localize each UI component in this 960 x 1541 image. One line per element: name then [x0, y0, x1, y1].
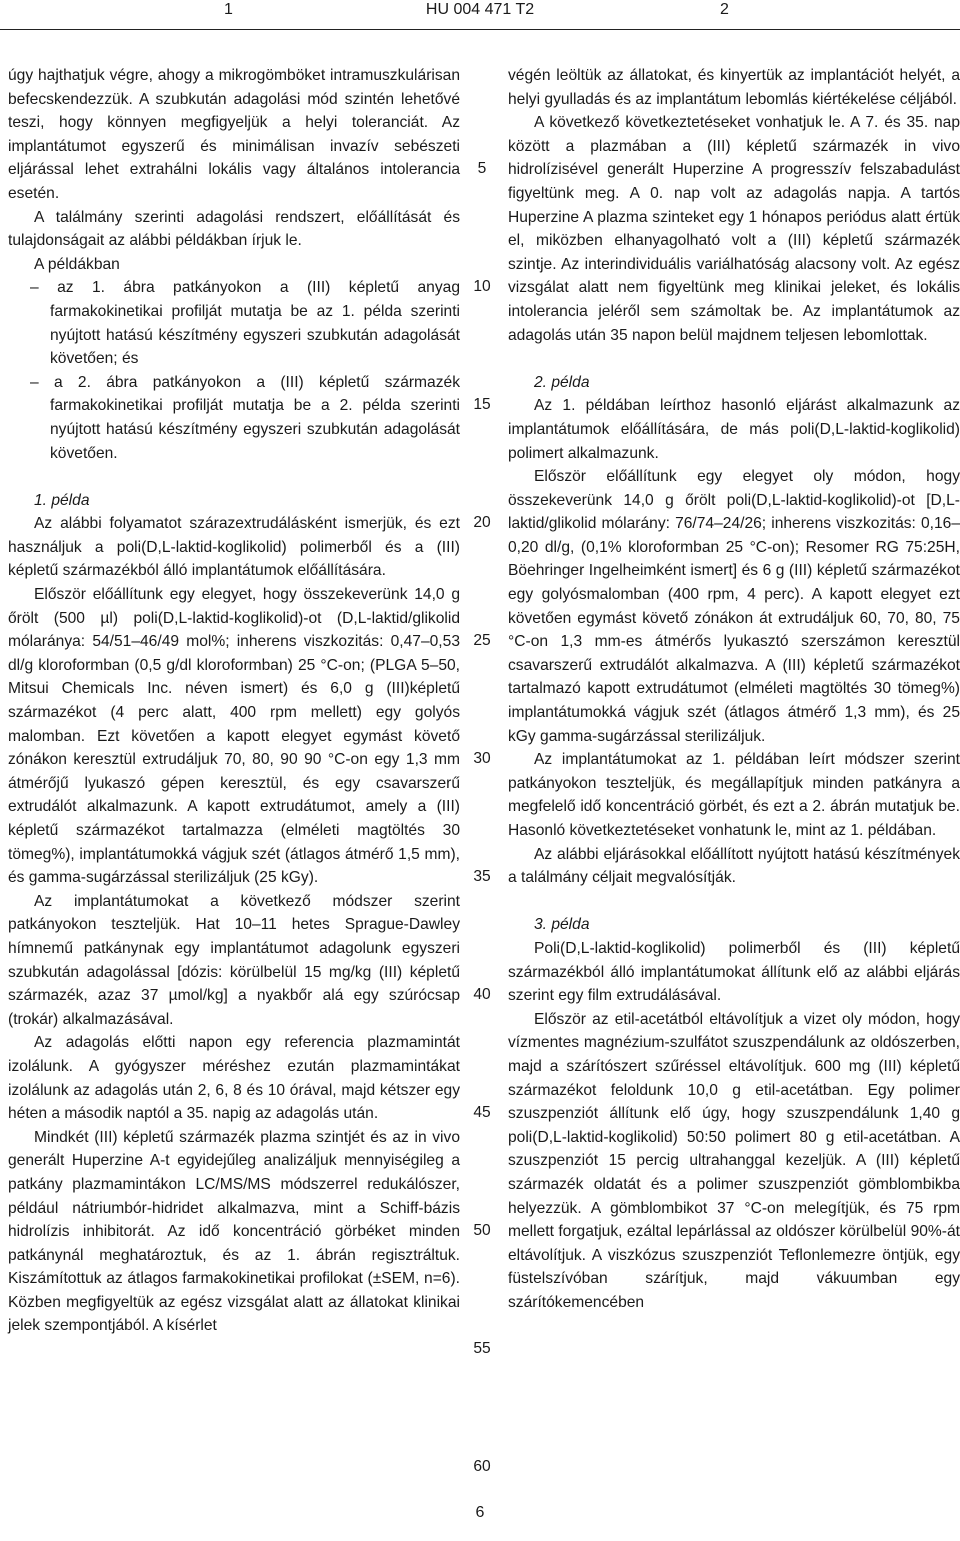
paragraph: Először az etil-acetátból eltávolítjuk a vizet oly módon, hogy vízmentes magnézium-szulfátot szuszpendálunk az oldószerben, majd a szárítószert szűréssel eltávolítjuk. 600 mg (III) képletű származékot feloldunk 10,0 g etil-acetátban. Egy polimer szuszpenziót állítunk elő úgy, hogy szuszpendálunk 1,40 g poli(D,L-laktid-koglikolid) 50:50 polimert 80 g etil-acetátban. A szuszpenziót 15 percig ultrahanggal kezeljük. A (III) képletű származék oldatát és a polimer szuszpenziót gömblombikba helyezzük. A gömblombikot 37 °C-on melegítjük, és 75 rpm mellett forgatjuk, ezáltal lepárlással az oldószer körülbelül 90%-át eltávolítjuk. A viszkózus szuszpenziót Teflonlemezre öntjük, egy füstelszívóban szárítjuk, majd vákuumban egy szárítókemencében	[508, 1010, 960, 1311]
line-number: 50	[473, 1222, 491, 1239]
example-3-heading: 3. példa	[534, 916, 590, 934]
figure-list-item-2: – a 2. ábra patkányokon a (III) képletű származék farmakokinetikai profilját mutatja be a 2. példa szerinti nyújtott hatású készítmény egyszeri szubkután adagolását követően.	[30, 373, 460, 462]
paragraph: Az implantátumokat az 1. példában leírt módszer szerint patkányokon teszteljük, és megállapítjuk minden patkányra a megfelelő idő koncentráció görbét, és ezt a 2. ábrán mutatjuk be. Hasonló következtetéseket vonhatunk le, mint az 1. példában.	[508, 751, 960, 839]
line-number: 45	[473, 1104, 491, 1121]
line-number: 55	[473, 1340, 491, 1357]
paragraph: Az adagolás előtti napon egy referencia plazmamintát izolálunk. A gyógyszer méréshez ezután plazmamintákat izolálunk az adagolás után 2, 6, 8 és 10 órával, majd kétszer egy héten a második naptól a 35. napig az adagolás után.	[8, 1034, 460, 1123]
figure-list-intro: A példákban	[34, 255, 120, 273]
header-rule	[0, 29, 960, 30]
paragraph: Először előállítunk egy elegyet oly módon, hogy összekeverünk 14,0 g őrölt poli(D,L-laktid-koglikolid)-ot [D,L-laktid/glikolid mólarány: 76/74–24/26; inherens viszkozitás: 0,16–0,20 dl/g, (0,1% kloroformban 25 °C-on); Resomer RG 75:25H, Böehringer Ingelheimként ismert] és 6 g (III) képletű származékot egy golyósmalomban (400 rpm, 4 perc). A kapott elegyet ezt követően egymást követő zónákon át extrudáljuk 60, 70, 80, 75 °C-on 1,3 mm-es átmérős lyukasztó szerszámon keresztül csavarszerű extrudálót alkalmazva. A (III) képletű származékot tartalmazó kapott extrudátumot (elméleti magtöltés 30 tömeg%) implantátumokká vágjuk szét (átlagos átmérő 1,3 mm), és 25 kGy gamma-sugárzással sterilizáljuk.	[508, 468, 960, 745]
page-header	[0, 0, 960, 34]
example-2-heading: 2. példa	[534, 373, 590, 391]
line-number: 60	[473, 1458, 491, 1475]
paragraph: A következő következtetéseket vonhatjuk le. A 7. és 35. nap között a plazmában a (III) képletű származék in vivo hidrolízisével generált Huperzine A progresszív felszabadulást figyeltünk meg. A 0. nap volt az adagolás napja. A tartós Huperzine A plazma szinteket egy 1 hónapos periódus alatt értük el, miközben elhanyagolható volt a (III) képletű származék szintje. Az interindividuális variálhatóság alacsony volt. Az egész vizsgálat alatt nem figyeltünk meg klinikai jeleket, és lokális intolerancia jeléről sem számoltak be. Az implantátumok az adagolás után 35 napon belül majdnem teljesen lebomlottak.	[508, 114, 960, 344]
line-number: 5	[477, 160, 487, 177]
paragraph: A találmány szerinti adagolási rendszert, előállítását és tulajdonságait az alábbi példákban írjuk le.	[8, 208, 460, 250]
line-number: 20	[473, 514, 491, 531]
line-number: 25	[473, 632, 491, 649]
right-column	[508, 64, 960, 1314]
header-left-page-number: 1	[224, 1, 233, 18]
paragraph: Az implantátumokat a következő módszer szerint patkányokon teszteljük. Hat 10–11 hetes Sprague-Dawley hímnemű patkánynak egy implantátumot adagolunk egyszeri szubkután adagolással [dózis: körülbelül 15 mg/kg (III) képletű származék, azaz 37 µmol/kg] a nyakbőr alá egy szúrócsap (trokár) alkalmazásával.	[8, 892, 460, 1028]
paragraph: Az alábbi folyamatot szárazextrudálásként ismerjük, és ezt használjuk a poli(D,L-laktid-koglikolid) polimerből és a (III) képletű származékból álló implantátumok előállítására.	[8, 515, 460, 580]
line-number: 15	[473, 396, 491, 413]
line-number: 30	[473, 750, 491, 767]
paragraph: úgy hajthatjuk végre, ahogy a mikrogömböket intramuszkulárisan befecskendezzük. A szubkután adagolási mód szintén lehetővé teszi, hogy könnyen megfigyeljük a helyi toleranciát. Az implantátumot egyszerű és minimálisan invazív sebészeti eljárással lehet extrahálni lokális vagy általános intolerancia esetén.	[8, 67, 460, 202]
left-column	[8, 64, 460, 1338]
paragraph: Poli(D,L-laktid-koglikolid) polimerből és (III) képletű származékból álló implantátumokat állítunk elő az alábbi eljárás szerint egy film extrudálásával.	[508, 939, 960, 1005]
paragraph: végén leöltük az állatokat, és kinyertük az implantációt helyét, a helyi gyulladás és az implantátum lebomlás kiértékelése céljából.	[508, 67, 960, 108]
line-number: 35	[473, 868, 491, 885]
figure-list-item-1: – az 1. ábra patkányokon a (III) képletű anyag farmakokinetikai profilját mutatja be az 1. példa szerinti nyújtott hatású készítmény egyszeri szubkután adagolását követően; és	[30, 279, 460, 368]
line-number: 10	[473, 278, 491, 295]
example-1-heading: 1. példa	[34, 491, 90, 509]
header-document-number: HU 004 471 T2	[425, 1, 535, 18]
paragraph: Az 1. példában leírthoz hasonló eljárást alkalmazunk az implantátumok előállítására, de más poli(D,L-laktid-koglikolid) polimert alkalmazunk.	[508, 397, 960, 462]
header-right-page-number: 2	[720, 1, 729, 18]
paragraph: Először előállítunk egy elegyet, hogy összekeverünk 14,0 g őrölt (500 µl) poli(D,L-laktid-koglikolid)-ot (D,L-laktid/glikolid mólaránya: 54/51–46/49 mol%; inherens viszkozitás: 0,47–0,53 dl/g kloroformban (0,5 g/dl kloroformban) 25 °C-on; (PLGA 5–50, Mitsui Chemicals Inc. néven ismert) és 6,0 g (III)képletű származékot (4 perc alatt, 400 rpm mellett) egy golyós malomban. Ezt követően a kapott elegyet egymást követő zónákon keresztül extrudáljuk 70, 80, 90 90 °C-on egy 1,3 mm átmérőjű lyukaszó gépen keresztül, és egy csavarszerű extrudálót alkalmazunk. A kapott extrudátumot, amely a (III) képletű származékot tartalmazza (elméleti magtöltés 30 tömeg%), implantátumokká vágjuk szét (átlagos átmérő 1,5 mm), és gamma-sugárzással sterilizáljuk (25 kGy).	[8, 586, 460, 887]
line-number: 40	[473, 986, 491, 1003]
page-footer-number: 6	[475, 1504, 485, 1521]
paragraph: Az alábbi eljárásokkal előállított nyújtott hatású készítmények a találmány céljait megvalósítják.	[508, 845, 960, 887]
paragraph: Mindkét (III) képletű származék plazma szintjét és az in vivo generált Huperzine A-t egyidejűleg analizáljuk mennyiségileg a patkány plazmamintákon LC/MS/MS módszerrel redukálószer, például nátriumbór-hidridet alkalmazva, mint a Schiff-bázis hidrolízis inhibitorát. Az idő koncentráció görbéket minden patkánynál meghatároztuk, és az 1. ábrán regisztráltuk. Kiszámítottuk az átlagos farmakokinetikai profilokat (±SEM, n=6). Közben megfigyeltük az egész vizsgálat alatt az állatokat klinikai jelek szempontjából. A kísérlet	[8, 1128, 460, 1335]
